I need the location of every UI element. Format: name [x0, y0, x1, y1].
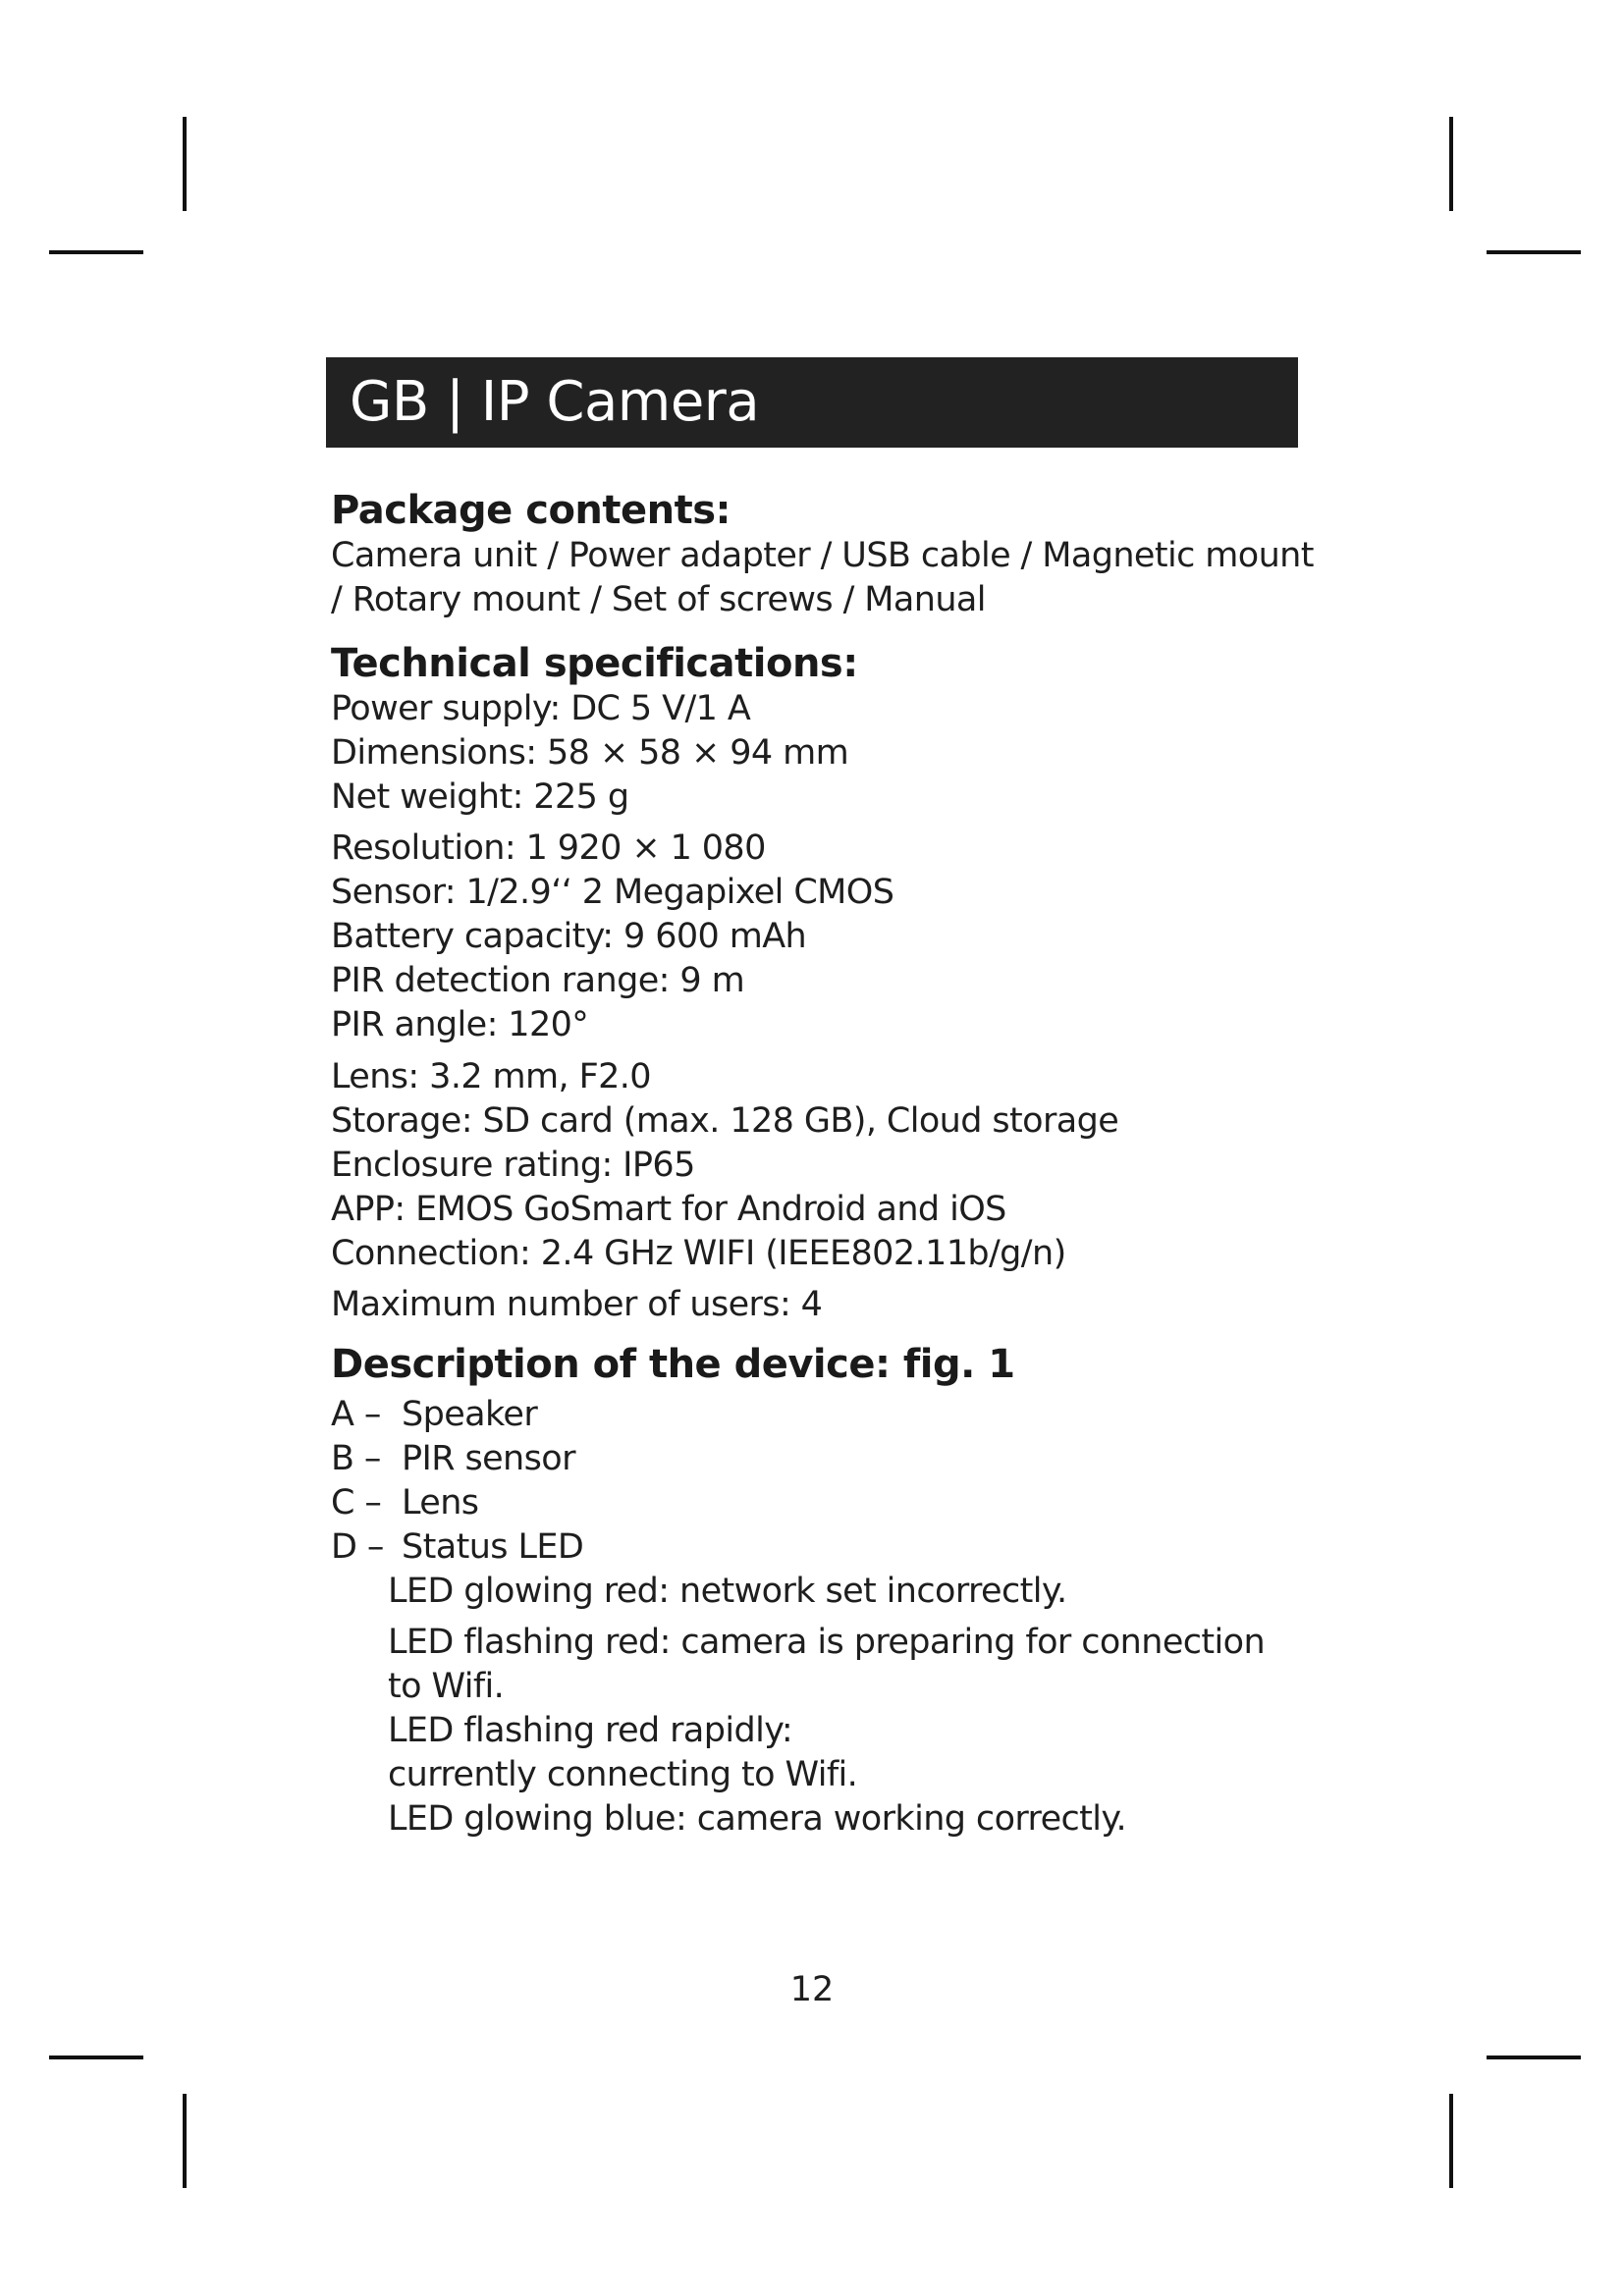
- spec-storage: Storage: SD card (max. 128 GB), Cloud storage: [331, 1101, 1119, 1141]
- led-status-note: LED flashing red: camera is preparing for connection: [388, 1623, 1266, 1662]
- device-description-heading: Description of the device: fig. 1: [331, 1342, 1015, 1387]
- technical-specifications-heading: Technical specifications:: [331, 641, 858, 686]
- spec-pir-angle: PIR angle: 120°: [331, 1005, 589, 1044]
- page-number: 12: [789, 1970, 835, 2009]
- spec-pir-detection-range: PIR detection range: 9 m: [331, 961, 745, 1000]
- device-part-label: Speaker: [402, 1395, 538, 1434]
- device-part-item: [331, 1393, 537, 1437]
- spec-battery-capacity: Battery capacity: 9 600 mAh: [331, 917, 807, 956]
- led-status-note: to Wifi.: [388, 1667, 505, 1706]
- device-part-label: Lens: [402, 1483, 479, 1522]
- device-part-item: [331, 1437, 575, 1481]
- package-contents-heading: Package contents:: [331, 488, 731, 533]
- package-contents-line: Camera unit / Power adapter / USB cable / Magnetic mount: [331, 536, 1314, 575]
- crop-mark-bottom-left-horizontal: [49, 2056, 143, 2059]
- crop-mark-bottom-right-horizontal: [1487, 2056, 1581, 2059]
- spec-net-weight: Net weight: 225 g: [331, 777, 629, 817]
- page-title: GB | IP Camera: [350, 370, 760, 434]
- spec-lens: Lens: 3.2 mm, F2.0: [331, 1057, 651, 1096]
- device-part-letter: A –: [331, 1395, 381, 1434]
- title-bar: [326, 357, 1298, 448]
- led-status-note: LED glowing blue: camera working correctly.: [388, 1799, 1127, 1839]
- led-status-note: LED flashing red rapidly:: [388, 1711, 793, 1750]
- spec-sensor: Sensor: 1/2.9‘‘ 2 Megapixel CMOS: [331, 873, 894, 912]
- device-part-label: PIR sensor: [402, 1439, 575, 1478]
- spec-resolution: Resolution: 1 920 × 1 080: [331, 828, 766, 868]
- spec-app: APP: EMOS GoSmart for Android and iOS: [331, 1190, 1006, 1229]
- crop-mark-top-left-vertical: [183, 117, 187, 211]
- device-part-label: Status LED: [402, 1527, 584, 1567]
- package-contents-line: / Rotary mount / Set of screws / Manual: [331, 580, 986, 619]
- spec-connection: Connection: 2.4 GHz WIFI (IEEE802.11b/g/n): [331, 1234, 1066, 1273]
- device-part-letter: B –: [331, 1439, 381, 1478]
- led-status-note: LED glowing red: network set incorrectly.: [388, 1572, 1067, 1611]
- crop-mark-bottom-left-vertical: [183, 2094, 187, 2188]
- device-part-letter: C –: [331, 1483, 382, 1522]
- spec-power-supply: Power supply: DC 5 V/1 A: [331, 689, 751, 728]
- crop-mark-bottom-right-vertical: [1449, 2094, 1453, 2188]
- crop-mark-top-right-horizontal: [1487, 250, 1581, 254]
- device-part-letter: D –: [331, 1527, 384, 1567]
- device-part-item: [331, 1481, 478, 1525]
- spec-maximum-users: Maximum number of users: 4: [331, 1285, 823, 1324]
- led-status-note: currently connecting to Wifi.: [388, 1755, 858, 1794]
- crop-mark-top-right-vertical: [1449, 117, 1453, 211]
- device-part-item: [331, 1525, 583, 1570]
- spec-dimensions: Dimensions: 58 × 58 × 94 mm: [331, 733, 849, 773]
- crop-mark-top-left-horizontal: [49, 250, 143, 254]
- spec-enclosure-rating: Enclosure rating: IP65: [331, 1146, 695, 1185]
